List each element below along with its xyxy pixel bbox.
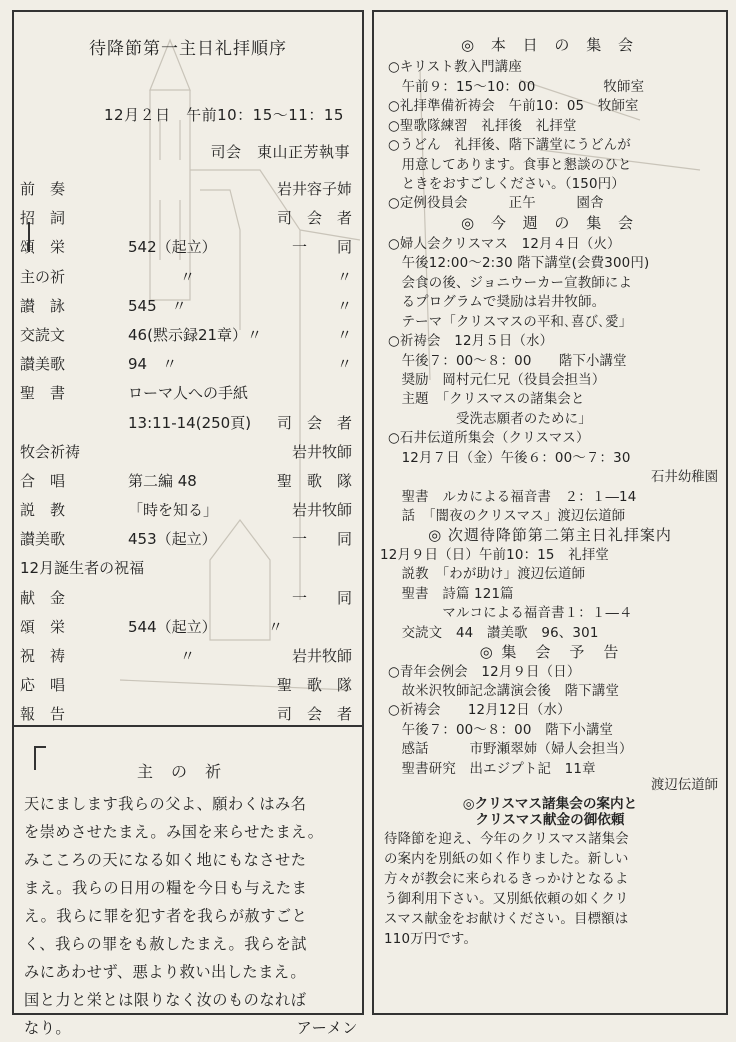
upcoming-meetings-title: ◎ 集 会 予 告 — [479, 643, 621, 662]
order-performer: 岩井牧師 — [291, 501, 352, 520]
announcement-line: ○キリスト教入門講座 — [388, 60, 522, 76]
order-row — [20, 525, 356, 554]
order-label: 牧会祈祷 — [20, 442, 81, 461]
order-label: 前 奏 — [20, 180, 66, 198]
order-row — [20, 379, 356, 408]
order-detail: 545 〃 — [128, 296, 187, 315]
announcement-line: ○婦人会クリスマス 12月４日（火） — [388, 236, 621, 252]
order-label: 主の祈 — [20, 267, 66, 286]
order-performer: 司 会 者 — [276, 413, 352, 432]
order-detail: 〃 — [180, 267, 196, 286]
announcement-line: 話 「闇夜のクリスマス」渡辺伝道師 — [388, 509, 626, 525]
order-performer: 〃 — [268, 617, 284, 636]
order-performer: 司 会 者 — [276, 209, 352, 228]
order-label: 祝 祷 — [20, 647, 66, 665]
order-label: 応 唱 — [20, 676, 66, 695]
announcement-line: 故米沢牧師記念講演会後 階下講堂 — [388, 684, 620, 699]
announcement-line: 奨励 岡村元仁兄（役員会担当） — [388, 372, 606, 388]
order-performer: 一 同 — [291, 588, 352, 607]
order-row — [20, 321, 356, 350]
order-row — [20, 263, 356, 292]
order-performer: 岩井容子姉 — [276, 180, 352, 198]
order-performer: 岩井牧師 — [291, 647, 352, 665]
order-performer: 一 同 — [291, 238, 352, 257]
announcement-line: ○定例役員会 正午 園舎 — [388, 196, 604, 212]
christmas-notice-title: ◎クリスマス諸集会の案内と — [462, 795, 638, 812]
order-row — [20, 584, 356, 613]
announcement-line: 午前９：15～10：00 牧師室 — [388, 79, 645, 95]
announcement-line: 受洗志願者のために」 — [388, 411, 592, 427]
announcement-line: 感話 市野瀬翠姉（婦人会担当） — [388, 742, 633, 758]
order-row — [20, 671, 356, 700]
christmas-notice-line: スマス献金をお献けください。目標額は — [384, 911, 629, 927]
order-detail: 453（起立） — [128, 530, 217, 549]
christmas-notice-line: 方々が教会に来られるきっかけとなるよ — [384, 871, 629, 887]
order-performer: 一 同 — [291, 530, 352, 549]
order-detail: 第二編 48 — [128, 471, 197, 490]
order-row — [20, 467, 356, 496]
today-meetings-title: ◎ 本 日 の 集 会 — [461, 35, 639, 54]
order-detail: 542（起立） — [128, 238, 217, 257]
order-performer: 司 会 者 — [276, 705, 352, 724]
order-row — [20, 175, 356, 204]
prayer-line: を崇めさせたまえ。み国を来らせたまえ。 — [24, 823, 324, 841]
order-row — [20, 204, 356, 233]
announcement-line: ○青年会例会 12月９日（日） — [388, 664, 581, 680]
order-label: 交読文 — [20, 325, 66, 344]
announcement-line: 渡辺伝道師 — [651, 777, 718, 793]
order-label: 合 唱 — [20, 471, 66, 490]
prayer-line: 天にまします我らの父よ、願わくはみ名 — [24, 795, 307, 813]
announcement-line: 会食の後、ジョニウーカー宣教師によ — [388, 275, 633, 291]
order-label: 招 詞 — [20, 209, 66, 228]
christmas-notice-line: 110万円です。 — [384, 931, 478, 947]
announcement-line: ○聖歌隊練習 礼拝後 礼拝堂 — [388, 118, 577, 134]
order-row — [20, 496, 356, 525]
announcement-line: 聖書 ルカによる福音書 ２：１―14 — [388, 489, 637, 505]
christmas-notice-line: 待降節を迎え、今年のクリスマス諸集会 — [384, 831, 629, 847]
order-of-worship-panel — [12, 10, 364, 1037]
order-performer: 〃 — [336, 325, 352, 344]
christmas-notice-line: の案内を別紙の如く作りました。新しい — [384, 851, 629, 867]
order-performer: 岩井牧師 — [291, 442, 352, 461]
service-dateline: 12月２日 午前10：15～11：15 — [104, 106, 344, 124]
prayer-line: く、我らの罪をも赦したまえ。我らを試 — [24, 935, 307, 953]
order-label: 讃 詠 — [20, 296, 66, 315]
announcement-line: 用意してあります。食事と懇談のひと — [388, 157, 632, 173]
announcement-line: マルコによる福音書１：１―４ — [388, 606, 633, 622]
announcements-panel — [372, 10, 728, 1015]
christmas-notice-line: う御利用下さい。又別紙依頼の如くクリ — [384, 891, 629, 907]
order-label: 頌 栄 — [20, 238, 66, 257]
announcement-line: 12月７日（金）午後６：00～７：30 — [388, 450, 631, 466]
announcement-line: テーマ「クリスマスの平和､喜び､愛」 — [388, 314, 633, 330]
announcement-line: 12月９日（日）午前10：15 礼拝堂 — [380, 547, 609, 563]
order-label: 12月誕生者の祝福 — [20, 559, 145, 578]
order-row — [20, 233, 356, 262]
announcement-line: 午後７：00～８：00 階下小講堂 — [388, 353, 627, 369]
order-detail: 544（起立） — [128, 617, 217, 636]
prayer-line: 国と力と栄とは限りなく汝のものなれば — [24, 991, 307, 1009]
order-performer: 聖 歌 隊 — [276, 676, 352, 695]
order-label: 聖 書 — [20, 384, 66, 403]
order-label: 献 金 — [20, 588, 66, 607]
prayer-line: みにあわせず、悪より救い出したまえ。 — [24, 963, 307, 981]
announcement-line: るプログラムで奨励は岩井牧師。 — [388, 295, 606, 311]
next-week-title: ◎ 次週待降節第二第主日礼拝案内 — [428, 526, 672, 545]
announcement-line: 説教 「わが助け」渡辺伝道師 — [388, 567, 586, 583]
order-label: 頌 栄 — [20, 617, 66, 636]
prayer-line: まえ。我らの日用の糧を今日も与えたま — [24, 879, 308, 897]
presider-line: 司会 東山正芳執事 — [210, 143, 350, 161]
announcement-line: ○祈祷会 12月５日（水） — [388, 334, 554, 350]
lords-prayer-title: 主の祈 — [136, 762, 239, 781]
order-detail: ローマ人への手紙 — [128, 384, 249, 403]
order-title: 待降節第一主日礼拝順序 — [89, 39, 287, 59]
prayer-line: え。我らに罪を犯す者を我らが赦すごと — [24, 907, 308, 925]
order-performer: 〃 — [336, 355, 352, 374]
announcement-line: ときをおすごしください。（150円） — [388, 176, 625, 192]
announcement-line: 交読文 44 讃美歌 96、301 — [388, 625, 599, 641]
order-detail: 「時を知る」 — [128, 501, 219, 520]
order-performer: 聖 歌 隊 — [276, 471, 352, 490]
prayer-line: みこころの天になる如く地にもなさせた — [24, 851, 307, 869]
order-label: 説 教 — [20, 501, 66, 520]
announcement-line: 聖書 詩篇 121篇 — [388, 586, 514, 602]
announcement-line: ○石井伝道所集会（クリスマス） — [388, 431, 590, 447]
order-performer: 〃 — [336, 267, 352, 286]
order-row — [20, 613, 356, 642]
section-divider — [14, 725, 362, 727]
order-label: 讃美歌 — [20, 355, 66, 374]
prayer-line-end: なり。 — [24, 1019, 72, 1037]
amen: アーメン — [296, 1019, 358, 1037]
announcement-line: 午後７：00～８：00 階下小講堂 — [388, 722, 614, 738]
order-row — [20, 409, 356, 438]
christmas-notice-subtitle: クリスマス献金の御依頼 — [475, 811, 625, 828]
announcement-line: ○礼拝準備祈祷会 午前10：05 牧師室 — [388, 99, 639, 115]
announcement-line: 主題 「クリスマスの諸集会と — [388, 392, 585, 408]
announcement-line: 午後12:00～2:30 階下講堂(会費300円) — [388, 256, 650, 272]
order-row — [20, 554, 356, 583]
order-detail: 94 〃 — [128, 355, 178, 374]
order-row — [20, 438, 356, 467]
prayer-last-line — [24, 1014, 358, 1042]
order-label: 讃美歌 — [20, 530, 66, 549]
announcement-line: 石井幼稚園 — [651, 470, 718, 486]
order-row — [20, 350, 356, 379]
order-label: 報 告 — [20, 705, 66, 724]
order-row — [20, 642, 356, 671]
announcement-line: 聖書研究 出エジプト記 11章 — [388, 761, 596, 777]
week-meetings-title: ◎ 今 週 の 集 会 — [461, 213, 639, 232]
order-detail: 46(黙示録21章）〃 — [128, 325, 263, 344]
order-list — [20, 175, 356, 730]
order-performer: 〃 — [336, 296, 352, 315]
order-row — [20, 292, 356, 321]
order-detail: 〃 — [180, 647, 196, 665]
order-detail: 13:11-14(250頁) — [128, 413, 252, 432]
announcement-line: ○うどん 礼拝後、階下講堂にうどんが — [388, 138, 631, 154]
lords-prayer-text — [24, 790, 358, 1042]
announcement-line: ○祈祷会 12月12日（水） — [388, 703, 571, 719]
